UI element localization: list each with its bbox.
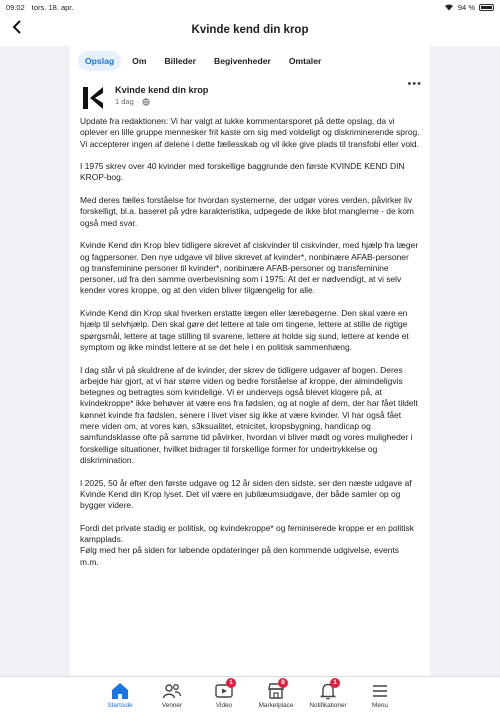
page-title: Kvinde kend din krop <box>191 24 309 36</box>
post-author[interactable]: Kvinde kend din krop <box>115 85 209 95</box>
page-avatar[interactable] <box>80 84 108 112</box>
page-header <box>0 14 500 46</box>
tab-opslag[interactable]: Opslag <box>78 51 121 71</box>
status-time: 09.02 <box>6 2 25 12</box>
post-meta <box>115 97 208 106</box>
post-time[interactable]: 1 dag <box>115 97 134 106</box>
battery-icon <box>479 4 494 11</box>
tab-om[interactable]: Om <box>132 56 147 66</box>
post-paragraph: Kvinde Kend din Krop skal hverken erstatte lægen eller lærebøgerne. Den skal være en hjælp til selvhjælp. Den skal gøre det lettere at tale om tingene, lettere at stille de rigtige spørgsmål, lettere at tage stilling til svarene, lettere at holde sig sund, lettere at kende et symptom og ikke mindst lettere at se det hele i en politisk sammenhæng. <box>80 308 409 352</box>
nav-notifikationer[interactable] <box>302 677 354 716</box>
nav-startside[interactable] <box>94 677 146 716</box>
post-header <box>70 76 430 116</box>
globe-icon <box>142 98 150 106</box>
post-author-block <box>115 82 208 106</box>
nav-label: Menu <box>372 702 388 709</box>
wifi-icon <box>444 3 454 11</box>
post-paragraph: Update fra redaktionen: Vi har valgt at lukke kommentarsporet på dette opslag, da vi oplever en lille gruppe mennesker frit kaste om sig med voldeligt og diskriminerende sprog. Vi accepterer ingen af delene i dette fællesskab og vil ikke give plads til transfobi eller vold. <box>80 116 420 149</box>
more-options-icon[interactable]: ••• <box>407 78 422 90</box>
meta-separator: · <box>136 97 140 106</box>
page-tabs <box>70 46 430 76</box>
post-paragraph: I 2025, 50 år efter den første udgave og 12 år siden den sidste, ser den næste udgave af Kvinde Kend din Krop lyset. Det vil være en jubilæumsudgave, der både samler op og bygger videre. <box>80 477 412 511</box>
status-date: tors. 18. apr. <box>31 2 74 12</box>
nav-label: Venner <box>161 702 183 709</box>
bottom-navigation <box>0 676 500 716</box>
menu-icon <box>370 681 390 701</box>
tab-billeder[interactable]: Billeder <box>164 56 196 66</box>
video-badge: 1 <box>226 678 236 688</box>
nav-venner[interactable] <box>146 677 198 716</box>
post-paragraph: Følg med her på siden for løbende opdateringer på den kommende udgivelse, events m.m. <box>80 545 399 567</box>
nav-label: Marketplace <box>258 702 294 709</box>
post-card <box>70 46 430 676</box>
post-paragraph: I 1975 skrev over 40 kvinder med forskellige baggrunde den første KVINDE KEND DIN KROP-bog. <box>80 161 405 183</box>
post-paragraph: Med deres fælles forståelse for hvordan systemerne, der udgør vores verden, påvirker liv forskelligt, bl.a. baseret på ydre karakteristika, udpegede de ikke blot manglerne - de kom også med svar. <box>80 195 414 228</box>
tab-begivenheder[interactable]: Begivenheder <box>214 56 271 66</box>
back-button[interactable] <box>8 20 26 40</box>
chevron-left-icon <box>12 20 22 34</box>
kkdk-logo-icon <box>81 85 107 111</box>
friends-icon <box>162 681 182 701</box>
status-bar <box>0 0 500 14</box>
nav-label: Notifikationer <box>309 702 347 709</box>
home-icon <box>110 681 130 701</box>
post-paragraph: I dag står vi på skuldrene af de kvinder, der skrev de tidligere udgaver af bogen. Deres arbejde har gjort, at vi har større viden og bedre forståelse af kroppe, der almindeligvis betegnes og betragtes som kvindelige. Vi er undervejs også blevet klogere på, at kvindekroppe* ikke behøver at være ens fra fødslen, og at nogle af dem, der har fået tildelt kønnet kvinde fra fødslen, senere i livet viser sig ikke at være kvinder. Vi har også fået mere viden om, at vores køn, s3ksualitet, etnicitet, kropsbygning, handicap og samfundsklasse ofte på samme tid påvirker, hvordan vi bliver mødt og vores muligheder i forskellige situationer, hvilket bidrager til forskellige former for undertrykkelse og diskrimination. <box>80 364 418 465</box>
nav-label: Video <box>215 702 233 709</box>
post-body <box>70 116 430 568</box>
nav-menu[interactable] <box>354 677 406 716</box>
status-right <box>444 3 494 12</box>
notifications-badge: 1 <box>330 678 340 688</box>
battery-percent: 94 % <box>457 2 475 12</box>
nav-marketplace[interactable] <box>250 677 302 716</box>
nav-label: Startside <box>107 702 133 709</box>
tab-omtaler[interactable]: Omtaler <box>288 56 322 66</box>
marketplace-badge: 8 <box>278 678 288 688</box>
post-paragraph: Fordi det private stadig er politisk, og kvindekroppe* og feminiserede kroppe er en politisk kampplads. <box>80 522 414 544</box>
post-paragraph: Kvinde Kend din Krop blev tidligere skrevet af ciskvinder til ciskvinder, med hjælp fra læger og fagpersoner. Den nye udgave vil blive skrevet af kvinder*, nonbinære AFAB-personer og transfeminine personer til kvinder*, nonbinære AFAB-personer og transfeminine personer, ud fra den samme overbevisning som i 1975: At det er nødvendigt, at vi selv kender vores kroppe, og at den viden bliver tilgængelig for alle. <box>80 240 419 296</box>
nav-video[interactable] <box>198 677 250 716</box>
